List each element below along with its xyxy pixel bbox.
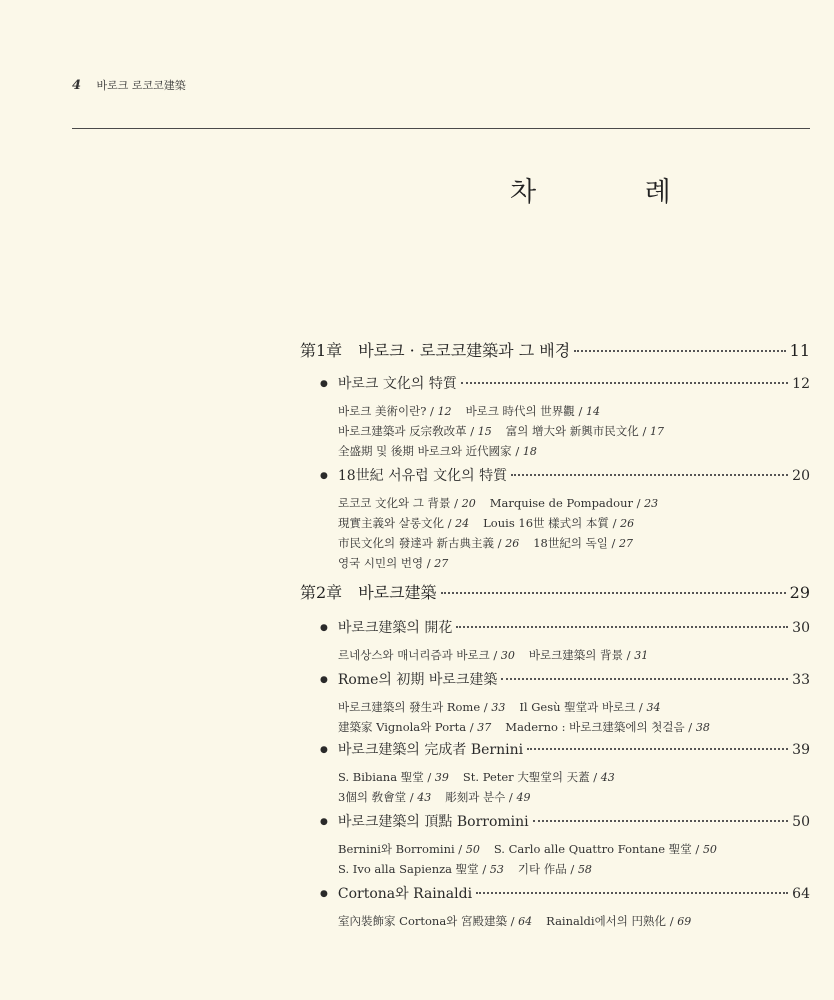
bullet-icon: ● [320, 889, 328, 899]
section-page-number: 50 [792, 814, 810, 830]
subsection-title: 現實主義와 살롱文化 [338, 516, 444, 530]
subsection-page-number: 18 [522, 445, 537, 458]
subsection-line [338, 769, 615, 785]
subsection-title: 18世紀의 독일 [533, 536, 608, 550]
bullet-icon: ● [320, 471, 328, 481]
subsection-line [338, 555, 448, 571]
slash-separator: / [478, 862, 490, 876]
subsection-title: 바로크建築의 發生과 Rome [338, 700, 481, 714]
subsection-title: 彫刻과 분수 [445, 790, 506, 804]
subsection-page-number: 58 [577, 863, 592, 876]
subsection-page-number: 64 [518, 915, 533, 928]
section-title: 바로크建築의 開花 [337, 620, 453, 636]
subsection-title: Marquise de Pompadour [489, 496, 633, 510]
slash-separator: / [423, 770, 435, 784]
slash-separator: / [607, 536, 620, 550]
dot-leader [511, 474, 788, 476]
subsection-line [338, 443, 537, 459]
section-title: Cortona와 Rainaldi [337, 886, 473, 902]
slash-separator: / [635, 700, 647, 714]
slash-separator: / [505, 790, 517, 804]
chapter-label: 第2章 [300, 583, 343, 602]
bullet-icon: ● [320, 623, 328, 633]
subsection-page-number: 26 [620, 517, 635, 530]
slash-separator: / [423, 556, 435, 570]
chapter-line [300, 338, 810, 361]
section-line [320, 811, 810, 831]
subsection-page-number: 27 [434, 557, 449, 570]
subsection-page-number: 38 [695, 721, 710, 734]
slash-separator: / [506, 914, 519, 928]
slash-separator: / [494, 536, 506, 550]
dot-leader [461, 382, 788, 384]
subsection-title: St. Peter 大聖堂의 天蓋 [462, 770, 590, 784]
subsection-line [338, 913, 691, 929]
subsection-title: S. Ivo alla Sapienza 聖堂 [338, 862, 479, 876]
subsection-line [338, 861, 592, 877]
subsection-page-number: 49 [516, 791, 531, 804]
subsection-title: 르네상스와 매너리즘과 바로크 [338, 648, 490, 662]
chapter-page-number: 29 [789, 583, 810, 602]
dot-leader [476, 892, 788, 894]
chapter-title: 바로크建築 [358, 583, 437, 602]
slash-separator: / [454, 842, 466, 856]
slash-separator: / [426, 404, 438, 418]
page-number: 4 [72, 78, 82, 93]
subsection-title: 바로크建築의 背景 [528, 648, 624, 662]
bullet-icon: ● [320, 817, 328, 827]
slash-separator: / [608, 516, 621, 530]
subsection-title: 室內裝飾家 Cortona와 宮殿建築 [338, 914, 507, 928]
chapter-label: 第1章 [300, 341, 343, 360]
slash-separator: / [632, 496, 645, 510]
subsection-page-number: 50 [702, 843, 717, 856]
dot-leader [533, 820, 789, 822]
subsection-page-number: 37 [477, 721, 492, 734]
section-page-number: 12 [792, 376, 810, 392]
subsection-line [338, 789, 530, 805]
section-title: 바로크建築의 頂點 Borromini [337, 814, 529, 830]
subsection-page-number: 34 [646, 701, 661, 714]
subsection-line [338, 719, 710, 735]
subsection-title: 建築家 Vignola와 Porta [338, 720, 467, 734]
subsection-line [338, 515, 634, 531]
subsection-title: 바로크 美術이란? [338, 404, 427, 418]
slash-separator: / [450, 496, 462, 510]
subsection-page-number: 23 [644, 497, 659, 510]
subsection-title: 영국 시민의 번영 [338, 556, 424, 570]
chapter-line [300, 580, 810, 603]
section-page-number: 20 [792, 468, 810, 484]
dot-leader [574, 350, 785, 352]
subsection-page-number: 14 [586, 405, 600, 418]
subsection-line [338, 647, 648, 663]
subsection-page-number: 43 [417, 791, 432, 804]
subsection-title: 로코코 文化와 그 背景 [338, 496, 451, 510]
subsection-page-number: 17 [650, 425, 664, 438]
subsection-line [338, 699, 660, 715]
section-line [320, 739, 810, 759]
subsection-line [338, 403, 600, 419]
subsection-title: 全盛期 및 後期 바로크와 近代國家 [338, 444, 512, 458]
subsection-title: Rainaldi에서의 円熟化 [546, 914, 667, 928]
dot-leader [527, 748, 788, 750]
dot-leader [501, 678, 788, 680]
subsection-page-number: 43 [600, 771, 615, 784]
subsection-title: 기타 作品 [517, 862, 567, 876]
subsection-page-number: 33 [491, 701, 506, 714]
section-title: 18世紀 서유럽 文化의 特質 [337, 468, 508, 484]
section-line [320, 669, 810, 689]
section-line [320, 373, 810, 393]
slash-separator: / [466, 720, 478, 734]
subsection-title: S. Bibiana 聖堂 [338, 770, 424, 784]
toc-title: 차 례 [510, 177, 721, 208]
subsection-page-number: 31 [634, 649, 649, 662]
subsection-page-number: 69 [677, 915, 692, 928]
subsection-line [338, 841, 717, 857]
bullet-icon: ● [320, 379, 328, 389]
section-page-number: 30 [792, 620, 810, 636]
subsection-line [338, 423, 664, 439]
subsection-page-number: 30 [500, 649, 515, 662]
subsection-title: 富의 增大와 新興市民文化 [505, 424, 639, 438]
chapter-page-number: 11 [789, 341, 810, 360]
subsection-title: 바로크建築과 反宗敎改革 [338, 424, 467, 438]
slash-separator: / [511, 444, 523, 458]
section-page-number: 39 [792, 742, 810, 758]
subsection-page-number: 26 [505, 537, 520, 550]
subsection-page-number: 24 [455, 517, 470, 530]
slash-separator: / [574, 404, 586, 418]
subsection-title: 市民文化의 發達과 新古典主義 [338, 536, 495, 550]
subsection-page-number: 39 [434, 771, 449, 784]
section-page-number: 64 [792, 886, 810, 902]
bullet-icon: ● [320, 745, 328, 755]
slash-separator: / [638, 424, 650, 438]
slash-separator: / [443, 516, 456, 530]
slash-separator: / [566, 862, 578, 876]
subsection-title: Louis 16世 樣式의 本質 [483, 516, 609, 530]
slash-separator: / [406, 790, 418, 804]
subsection-page-number: 15 [477, 425, 492, 438]
subsection-title: 바로크 時代의 世界觀 [465, 404, 575, 418]
slash-separator: / [480, 700, 492, 714]
slash-separator: / [623, 648, 635, 662]
subsection-page-number: 50 [465, 843, 480, 856]
subsection-page-number: 53 [489, 863, 504, 876]
subsection-page-number: 27 [619, 537, 634, 550]
subsection-title: 3個의 敎會堂 [338, 790, 407, 804]
dot-leader [441, 592, 786, 594]
slash-separator: / [691, 842, 703, 856]
slash-separator: / [684, 720, 696, 734]
running-title: 바로크 로코코建築 [96, 79, 186, 92]
section-title: Rome의 初期 바로크建築 [337, 672, 498, 688]
slash-separator: / [489, 648, 501, 662]
slash-separator: / [589, 770, 601, 784]
section-page-number: 33 [792, 672, 810, 688]
section-line [320, 883, 810, 903]
slash-separator: / [666, 914, 678, 928]
subsection-line [338, 495, 658, 511]
subsection-title: S. Carlo alle Quattro Fontane 聖堂 [493, 842, 692, 856]
slash-separator: / [466, 424, 478, 438]
subsection-title: Maderno : 바로크建築에의 첫걸음 [505, 720, 685, 734]
section-line [320, 465, 810, 485]
subsection-title: Il Gesù 聖堂과 바로크 [519, 700, 636, 714]
dot-leader [456, 626, 788, 628]
subsection-title: Bernini와 Borromini [338, 842, 455, 856]
bullet-icon: ● [320, 675, 328, 685]
chapter-title: 바로크 · 로코코建築과 그 배경 [358, 341, 571, 360]
subsection-page-number: 12 [437, 405, 452, 418]
section-line [320, 617, 810, 637]
section-title: 바로크建築의 完成者 Bernini [337, 742, 524, 758]
section-title: 바로크 文化의 特質 [337, 376, 457, 392]
subsection-page-number: 20 [461, 497, 476, 510]
subsection-line [338, 535, 633, 551]
